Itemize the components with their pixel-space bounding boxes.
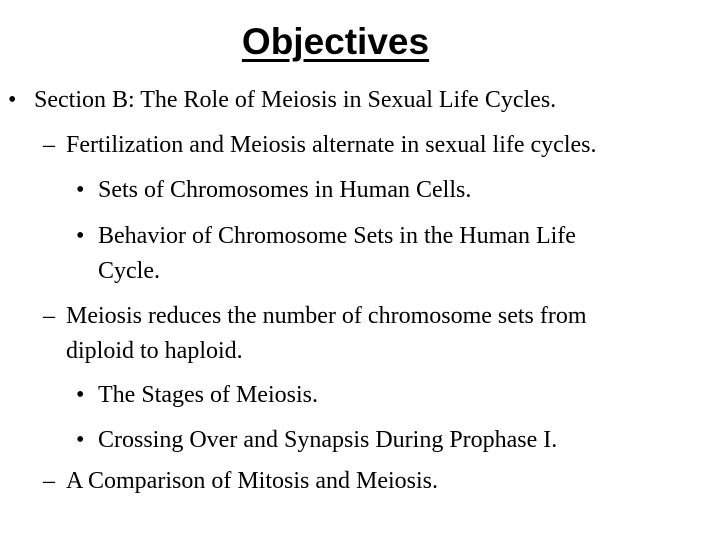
bullet-text: Section B: The Role of Meiosis in Sexual Life Cycles. xyxy=(34,87,557,113)
bullet-text: Fertilization and Meiosis alternate in sexual life cycles. xyxy=(66,132,597,158)
bullet-text: Sets of Chromosomes in Human Cells. xyxy=(98,177,472,203)
bullet-text: A Comparison of Mitosis and Meiosis. xyxy=(66,468,439,494)
bullet-text: The Stages of Meiosis. xyxy=(98,382,318,408)
subbullet-meiosis-reduces xyxy=(43,299,587,369)
subbullet-fertilization xyxy=(43,128,597,163)
bullet-text-line2: Cycle. xyxy=(98,258,160,284)
bullet-marker: • xyxy=(76,427,85,453)
bullet-text-line1: Meiosis reduces the number of chromosome sets from xyxy=(66,303,587,329)
bullet-text-line1: Behavior of Chromosome Sets in the Human Life xyxy=(98,223,576,249)
bullet-text-line2: diploid to haploid. xyxy=(66,338,243,364)
slide-title: Objectives xyxy=(241,21,430,62)
dash-marker: – xyxy=(43,132,55,158)
bullet-marker: • xyxy=(8,87,17,113)
bullet-text: Crossing Over and Synapsis During Prophase I. xyxy=(98,427,558,453)
subsubbullet-behavior xyxy=(76,219,576,289)
dash-marker: – xyxy=(43,468,55,494)
bullet-section-b xyxy=(8,83,556,118)
subsubbullet-crossing-over xyxy=(76,423,557,458)
dash-marker: – xyxy=(43,303,55,329)
subsubbullet-stages xyxy=(76,378,318,413)
subsubbullet-sets xyxy=(76,173,471,208)
bullet-marker: • xyxy=(76,177,85,203)
bullet-marker: • xyxy=(76,382,85,408)
subbullet-comparison xyxy=(43,464,438,499)
bullet-marker: • xyxy=(76,223,85,249)
